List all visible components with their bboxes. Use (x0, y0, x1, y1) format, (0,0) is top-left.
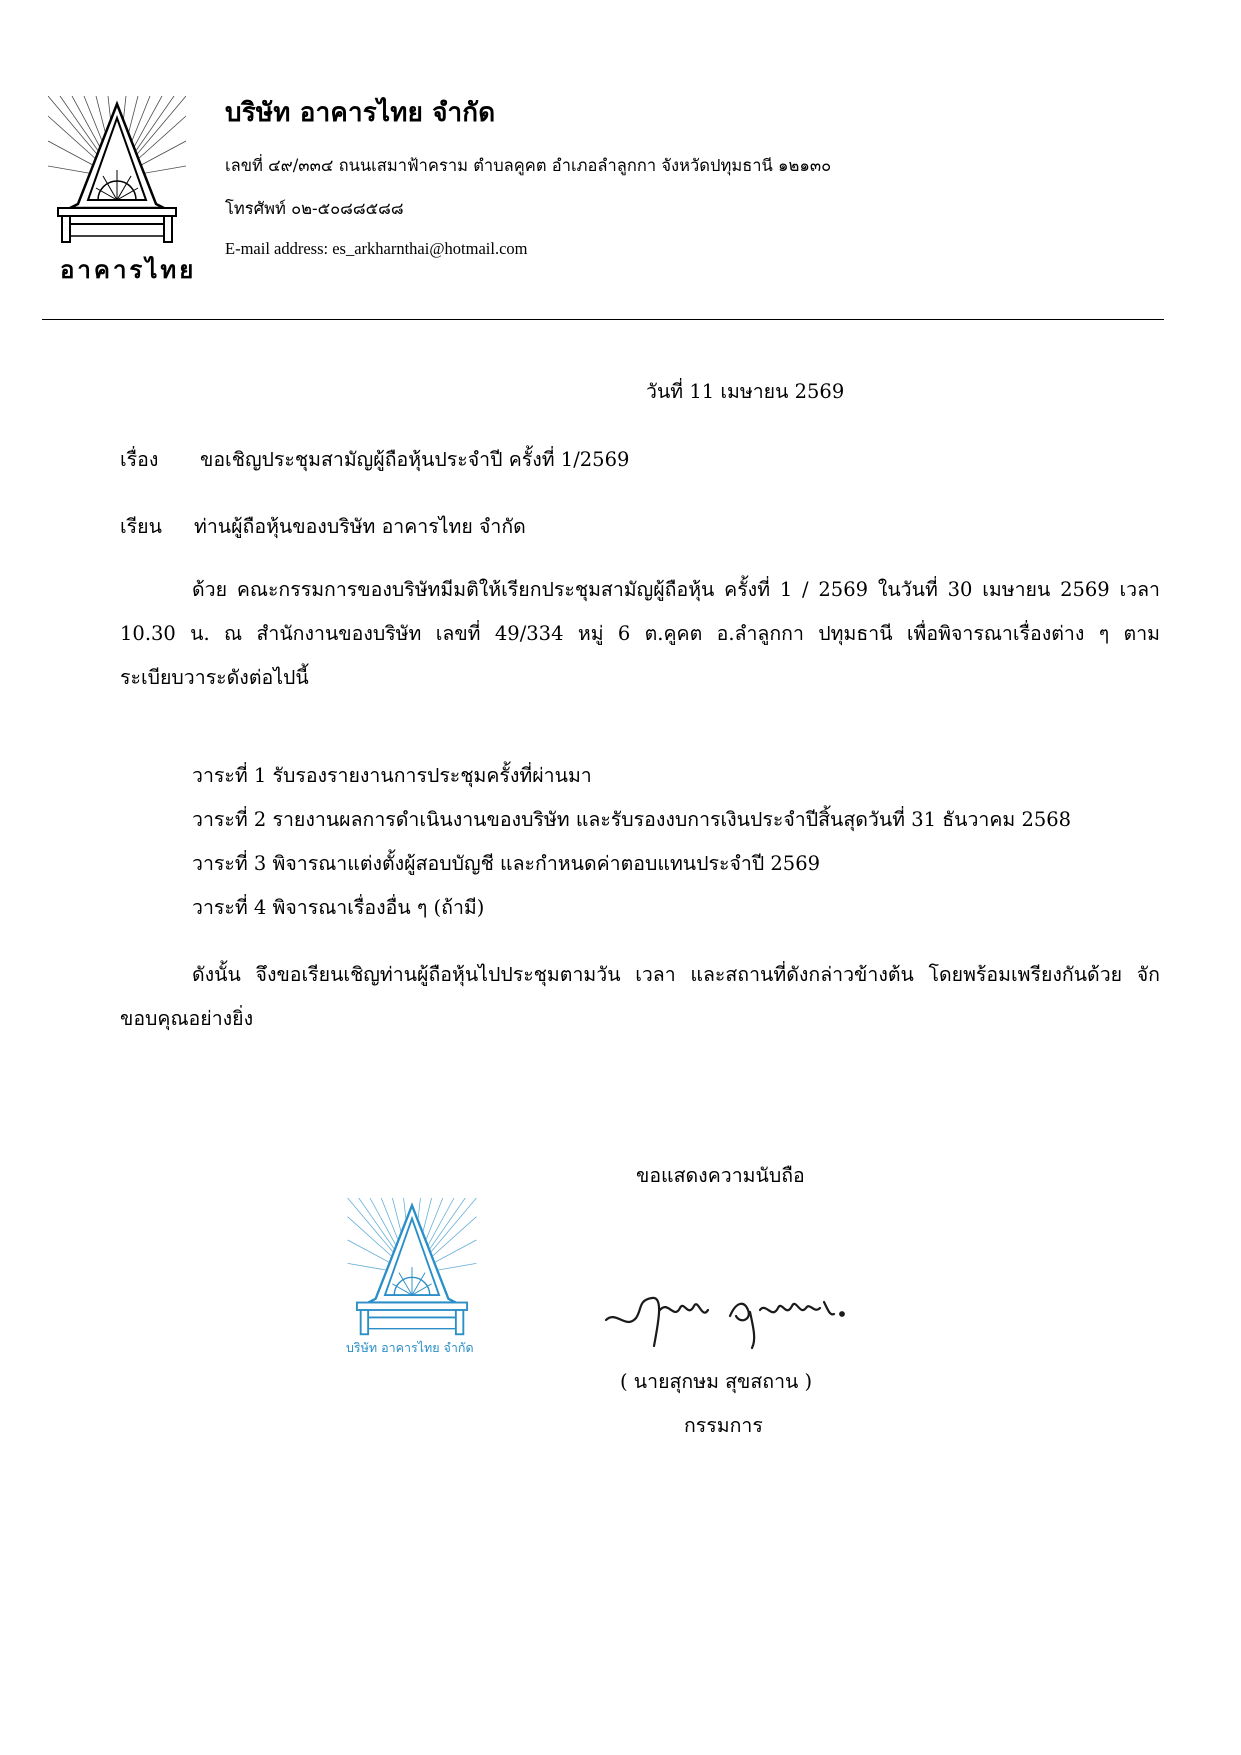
signatory-title: กรรมการ (684, 1414, 763, 1437)
closing-paragraph (120, 953, 1160, 1041)
handwritten-signature-icon (602, 1280, 852, 1350)
recipient-text: ท่านผู้ถือหุ้นของบริษัท อาคารไทย จำกัด (194, 515, 526, 538)
signatory-name: ( นายสุกษม สุขสถาน ) (620, 1370, 813, 1393)
intro-text: ด้วย คณะกรรมการของบริษัทมีมติให้เรียกประชุมสามัญผู้ถือหุ้น ครั้งที่ 1 / 2569 ในวันที่ 30 เมษายน 2569 เวลา 10.30 น. ณ สำนักงานของบริษัท เลขที่ 49/334 หมู่ 6 ต.คูคต อ.ลำลูกกา ปทุมธานี เพื่อพิจารณาเรื่องต่าง ๆ ตามระเบียบวาระดังต่อไปนี้ (120, 578, 1160, 689)
company-name: บริษัท อาคารไทย จำกัด (225, 98, 496, 128)
agenda-item-2: วาระที่ 2 รายงานผลการดำเนินงานของบริษัท และรับรองงบการเงินประจำปีสิ้นสุดวันที่ 31 ธันวาคม 2568 (192, 808, 1072, 831)
agenda-item-3: วาระที่ 3 พิจารณาแต่งตั้งผู้สอบบัญชี และกำหนดค่าตอบแทนประจำปี 2569 (192, 852, 821, 875)
recipient-label: เรียน (120, 515, 162, 538)
company-email: E-mail address: es_arkharnthai@hotmail.com (225, 239, 528, 258)
sign-off: ขอแสดงความนับถือ (636, 1164, 805, 1187)
letter-date: วันที่ 11 เมษายน 2569 (646, 380, 845, 403)
company-phone: โทรศัพท์ ๐๒-๕๐๘๘๕๘๘ (225, 199, 404, 218)
agenda-item-1: วาระที่ 1 รับรองรายงานการประชุมครั้งที่ผ่านมา (192, 764, 592, 787)
thai-house-logo-icon (48, 96, 186, 246)
company-stamp (346, 1198, 478, 1338)
intro-paragraph (120, 568, 1160, 700)
company-logo (48, 96, 186, 246)
closing-text: ดังนั้น จึงขอเรียนเชิญท่านผู้ถือหุ้นไปประชุมตามวัน เวลา และสถานที่ดังกล่าวข้างต้น โดยพร้อมเพรียงกันด้วย จักขอบคุณอย่างยิ่ง (120, 963, 1160, 1030)
stamp-caption: บริษัท อาคารไทย จำกัด (346, 1340, 474, 1355)
header-divider (42, 319, 1164, 320)
subject-label: เรื่อง (120, 448, 159, 471)
agenda-item-4: วาระที่ 4 พิจารณาเรื่องอื่น ๆ (ถ้ามี) (192, 896, 485, 919)
subject-text: ขอเชิญประชุมสามัญผู้ถือหุ้นประจำปี ครั้งที่ 1/2569 (200, 448, 630, 471)
company-stamp-icon (346, 1198, 478, 1338)
signature (602, 1280, 852, 1350)
company-address: เลขที่ ๔๙/๓๓๔ ถนนเสมาฟ้าคราม ตำบลคูคต อำเภอลำลูกกา จังหวัดปทุมธานี ๑๒๑๓๐ (225, 156, 832, 175)
logo-caption: อาคารไทย (60, 256, 197, 284)
